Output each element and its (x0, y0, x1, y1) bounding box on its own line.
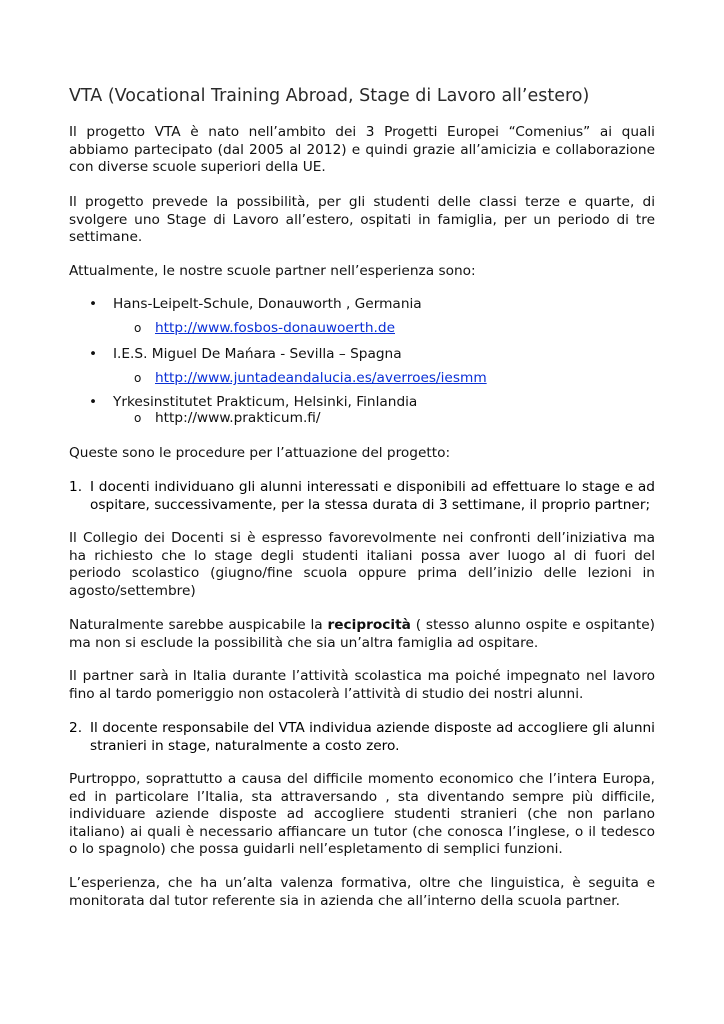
partner-url-text: http://www.prakticum.fi/ (155, 410, 321, 426)
partner-schedule-paragraph: Il partner sarà in Italia durante l’attività scolastica ma poiché impegnato nel lavoro fino al tardo pomeriggio non ostacolerà l’attività di studio dei nostri alunni. (69, 668, 655, 702)
partner-url-row (134, 370, 487, 388)
list-item-partner-finland (89, 394, 417, 412)
economic-difficulty-paragraph: Purtroppo, soprattutto a causa del difficile momento economico che l’intera Europa, ed in particolare l’Italia, sta attraversando , sta diventando sempre più difficile, individuare aziende disposte ad accogliere studenti stranieri (che non parlano italiano) ai quali è necessario affiancare un tutor (che conosca l’inglese, o il tedesco o lo spagnolo) che possa guidarli nell’espletamento di semplici funzioni. (69, 771, 655, 858)
partner-name: I.E.S. Miguel De Mańara - Sevilla – Spagna (113, 346, 402, 362)
bullet-icon: • (89, 394, 98, 410)
project-description-paragraph: Il progetto prevede la possibilità, per gli studenti delle classi terze e quarte, di svolgere uno Stage di Lavoro all’estero, ospitati in famiglia, per un periodo di tre settimane. (69, 194, 655, 246)
reciprocity-bold-word: reciprocità (327, 617, 411, 633)
intro-paragraph: Il progetto VTA è nato nell’ambito dei 3 Progetti Europei “Comenius” ai quali abbiamo partecipato (dal 2005 al 2012) e quindi grazie all’amicizia e collaborazione con diverse scuole superiori della UE. (69, 124, 655, 176)
list-item-partner-spain (89, 346, 402, 364)
collegio-paragraph: Il Collegio dei Docenti si è espresso favorevolmente nei confronti dell’iniziativa ma ha richiesto che lo stage degli studenti italiani possa aver luogo al di fuori del periodo scolastico (giugno/fine scuola oppure prima dell’inizio delle lezioni in agosto/settembre) (69, 530, 655, 599)
partner-link-spain[interactable]: http://www.juntadeandalucia.es/averroes/iesmm (155, 370, 487, 386)
partner-name: Yrkesinstitutet Prakticum, Helsinki, Finlandia (113, 394, 418, 410)
circle-bullet-icon: o (134, 411, 142, 425)
partners-intro-paragraph: Attualmente, le nostre scuole partner nell’esperienza sono: (69, 263, 476, 279)
bullet-icon: • (89, 296, 98, 312)
circle-bullet-icon: o (134, 321, 142, 335)
partner-url-row (134, 320, 395, 338)
reciprocity-text-before: Naturalmente sarebbe auspicabile la (69, 617, 328, 633)
partner-link-germany[interactable]: http://www.fosbos-donauwoerth.de (155, 320, 395, 336)
reciprocity-paragraph (69, 617, 655, 652)
circle-bullet-icon: o (134, 371, 142, 385)
step-number: 2. (69, 720, 83, 736)
list-item-step-2 (69, 720, 655, 755)
step-text: Il docente responsabile del VTA individua aziende disposte ad accogliere gli alunni stranieri in stage, naturalmente a costo zero. (90, 720, 655, 754)
partner-url-row (134, 410, 321, 428)
list-item-step-1 (69, 479, 655, 514)
procedures-intro-paragraph: Queste sono le procedure per l’attuazione del progetto: (69, 445, 451, 461)
bullet-icon: • (89, 346, 98, 362)
step-number: 1. (69, 479, 83, 495)
reciprocity-text-after: ( stesso alunno ospite e ospitante) ma non si esclude la possibilità che sia un’altra famiglia ad ospitare. (69, 617, 655, 651)
list-item-partner-germany (89, 296, 422, 314)
step-text: I docenti individuano gli alunni interessati e disponibili ad effettuare lo stage e ad ospitare, successivamente, per la stessa durata di 3 settimane, il proprio partner; (90, 479, 655, 513)
document-title: VTA (Vocational Training Abroad, Stage di Lavoro all’estero) (69, 86, 590, 106)
partner-name: Hans-Leipelt-Schule, Donauworth , Germania (113, 296, 422, 312)
experience-paragraph: L’esperienza, che ha un’alta valenza formativa, oltre che linguistica, è seguita e monitorata dal tutor referente sia in azienda che all’interno della scuola partner. (69, 875, 655, 909)
